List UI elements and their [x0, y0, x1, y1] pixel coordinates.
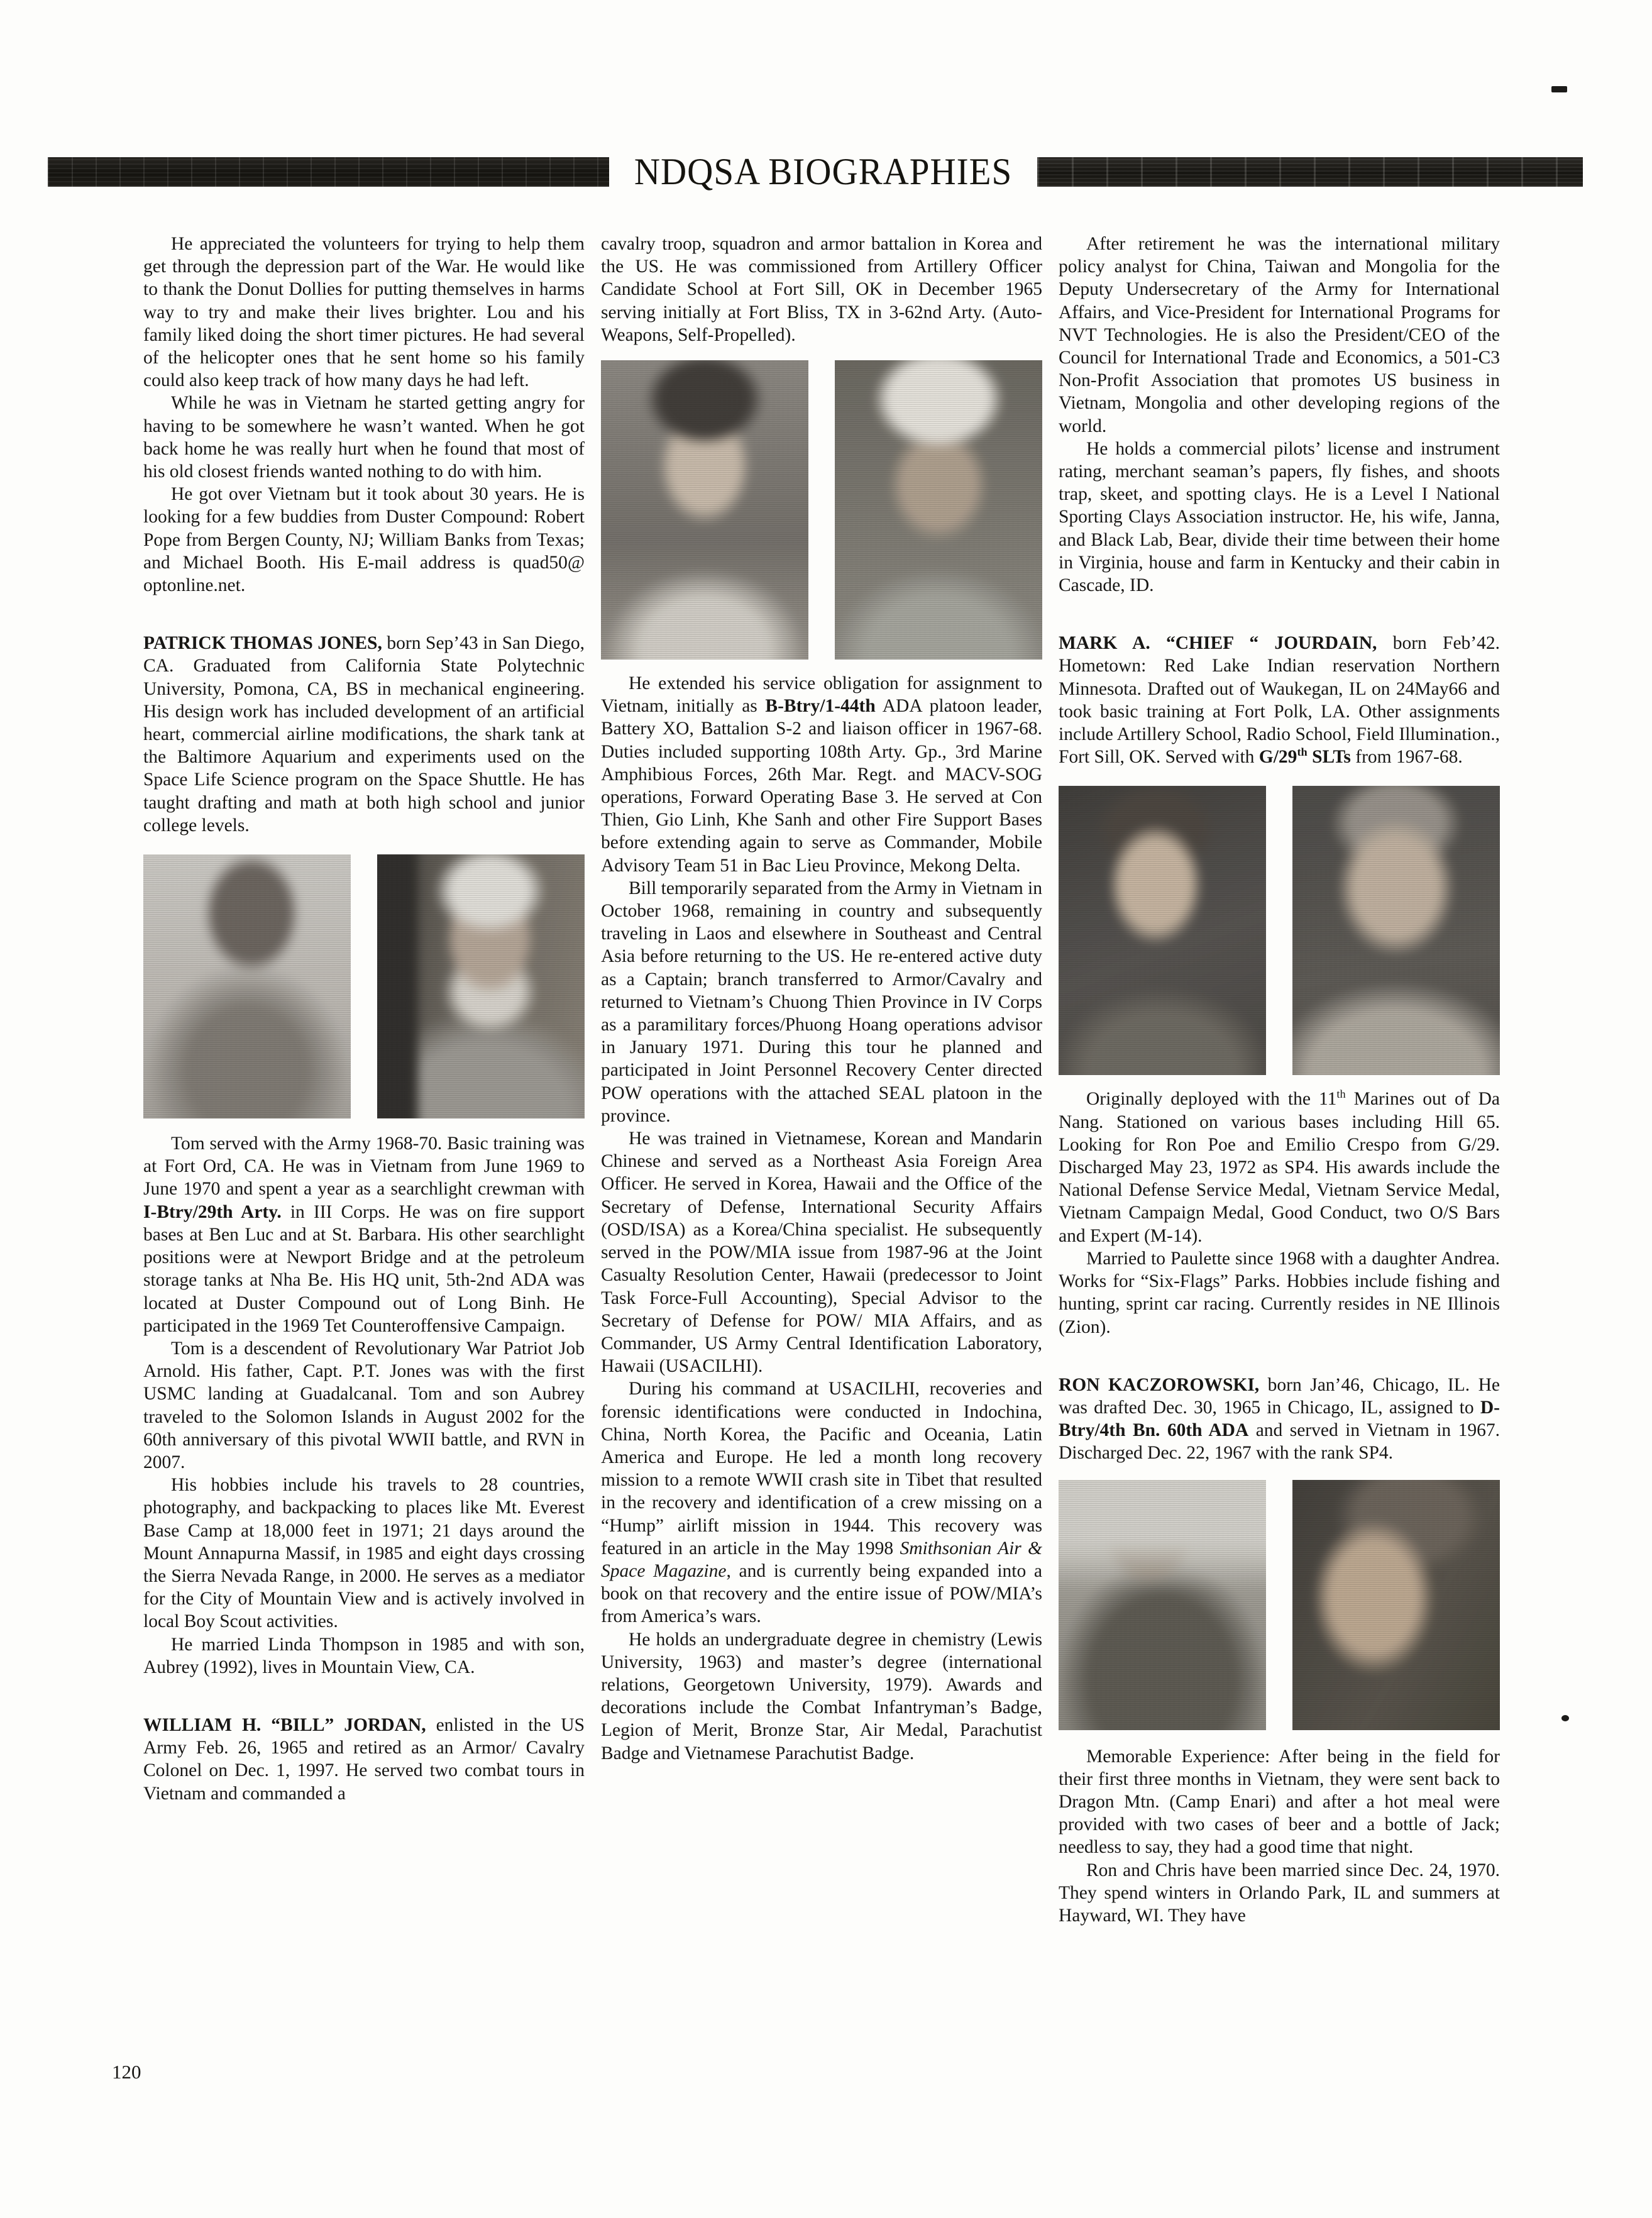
- paragraph: After retirement he was the international military policy analyst for China, Taiwan and Mongolia for the Deputy Undersecretary of the Army for International Affairs, and Vice-President for International Programs for NVT Technologies. He is also the President/CEO of the Council for International Trade and Economics, a 501-C3 Non-Profit Association that promotes US business in Vietnam, Mongolia and other developing regions of the world.: [1059, 234, 1500, 436]
- page-header: [0, 0, 1652, 207]
- paragraph-continuation: cavalry troop, squadron and armor battalion in Korea and the US. He was commissioned from Artillery Officer Candidate School at Fort Sill, OK in December 1965 serving initially at Fort Bliss, TX in 3-62nd Arty. (Auto-Weapons, Self-Propelled).: [601, 234, 1042, 345]
- paragraph: While he was in Vietnam he started getting angry for having to be somewhere he wasn’t wanted. When he got back home he was really hurt when he found that most of his old closest friends wanted nothing to do with him.: [143, 393, 585, 482]
- photo-patrick-jones-service: [143, 854, 351, 1118]
- photo-patrick-jones-recent: [377, 854, 585, 1118]
- paragraph: Ron and Chris have been married since Dec. 24, 1970. They spend winters in Orlando Park, IL and summers at Hayward, WI. They have: [1059, 1860, 1500, 1926]
- bio-heading-william-bill-jordan: WILLIAM H. “BILL” JORDAN, enlisted in the US Army Feb. 26, 1965 and retired as an Armor/ Cavalry Colonel on Dec. 1, 1997. He served two combat tours in Vietnam and commanded a: [143, 1714, 585, 1804]
- paragraph: He appreciated the volunteers for trying to help them get through the depression part of the War. He would like to thank the Donut Dollies for putting themselves in harms way to try and make their lives brighter. Lou and his family liked doing the short timer pictures. He had several of the helicopter ones that he sent home so his family could also keep track of how many days he had left.: [143, 234, 585, 391]
- paragraph: Married to Paulette since 1968 with a daughter Andrea. Works for “Six-Flags” Parks. Hobbies include fishing and hunting, sprint car racing. Currently resides in NE Illinois (Zion).: [1059, 1248, 1500, 1337]
- page-number: 120: [112, 2061, 141, 2083]
- photo-row: [143, 854, 585, 1118]
- photo-bill-jordan-service: [601, 360, 808, 659]
- photo-mark-jourdain-service: [1059, 786, 1266, 1075]
- bio-heading-ron-kaczorowski: RON KACZOROWSKI, born Jan’46, Chicago, IL. He was drafted Dec. 30, 1965 in Chicago, IL, assigned to D-Btry/4th Bn. 60th ADA and served in Vietnam in 1967. Discharged Dec. 22, 1967 with the rank SP4.: [1059, 1374, 1500, 1464]
- paragraph: His hobbies include his travels to 28 countries, photography, and backpacking to places like Mt. Everest Base Camp at 18,000 feet in 1971; 21 days around the Mount Annapurna Massif, in 1985 and eight days crossing the Sierra Nevada Range, in 2000. He serves as a mediator for the City of Mountain View and is actively involved in local Boy Scout activities.: [143, 1475, 585, 1632]
- photo-ron-kaczorowski-service: [1059, 1480, 1266, 1730]
- paragraph: He holds a commercial pilots’ license and instrument rating, merchant seaman’s papers, fly fishes, and shoots trap, skeet, and spotting clays. He is a Level I National Sporting Clays Association instructor. He, his wife, Janna, and Black Lab, Bear, divide their time between their home in Virginia, house and farm in Kentucky and their cabin in Cascade, ID.: [1059, 438, 1500, 596]
- column-left: [143, 233, 585, 1805]
- photo-bill-jordan-recent: [835, 360, 1042, 659]
- photo-ron-kaczorowski-recent: [1292, 1480, 1500, 1730]
- paragraph: Memorable Experience: After being in the field for their first three months in Vietnam, they were sent back to Dragon Mtn. (Camp Enari) and after a hot meal were provided with two cases of beer and a bottle of Jack; needless to say, they had a good time that night.: [1059, 1746, 1500, 1858]
- paragraph: Tom served with the Army 1968-70. Basic training was at Fort Ord, CA. He was in Vietnam from June 1969 to June 1970 and spent a year as a searchlight crewman with I-Btry/29th Arty. in III Corps. He was on fire support bases at Ben Luc and at St. Barbara. His other searchlight positions were at Newport Bridge and at the petroleum storage tanks at Nha Be. His HQ unit, 5th-2nd ADA was located at Duster Compound out of Long Binh. He participated in the 1969 Tet Counteroffensive Campaign.: [143, 1134, 585, 1336]
- paragraph: During his command at USACILHI, recoveries and forensic identifications were conducted in Indochina, China, North Korea, the Pacific and Oceania, Latin America and Europe. He led a month long recovery mission to a remote WWII crash site in Tibet that resulted in the recovery and identification of a crew missing on a “Hump” airlift mission in 1944. This recovery was featured in an article in the May 1998 Smithsonian Air & Space Magazine, and is currently being expanded into a book on that recovery and the entire issue of POW/MIA’s from America’s wars.: [601, 1379, 1043, 1627]
- paragraph: Tom is a descendent of Revolutionary War Patriot Job Arnold. His father, Capt. P.T. Jones was with the first USMC landing at Guadalcanal. Tom and son Aubrey traveled to the Solomon Islands in August 2002 for the 60th anniversary of this pivotal WWII battle, and RVN in 2007.: [143, 1338, 585, 1472]
- header-bar-right: [1037, 157, 1583, 187]
- column-middle: [601, 233, 1042, 1765]
- bio-heading-mark-chief-jourdain: MARK A. “CHIEF “ JOURDAIN, born Feb’42. Hometown: Red Lake Indian reservation Northern Minnesota. Drafted out of Waukegan, IL on 24May66 and took basic training at Fort Polk, LA. Other assignments include Artillery School, Radio School, Field Illumination., Fort Sill, OK. Served with G/29th SLTs from 1967-68.: [1059, 633, 1500, 768]
- photo-row: [1059, 786, 1500, 1075]
- paragraph: He was trained in Vietnamese, Korean and Mandarin Chinese and served as a Northeast Asia Foreign Area Officer. He served in Korea, Hawaii and the Office of the Secretary of Defense, International Security Affairs (OSD/ISA) as a Korea/China specialist. He subsequently served in the POW/MIA issue from 1987-96 at the Joint Casualty Resolution Center, Hawaii (predecessor to Joint Task Force-Full Accounting), Special Advisor to the Secretary of Defense for POW/ MIA Affairs, and as Commander, US Army Central Identification Laboratory, Hawaii (USACILHI).: [601, 1128, 1042, 1377]
- paragraph: He got over Vietnam but it took about 30 years. He is looking for a few buddies from Duster Compound: Robert Pope from Bergen County, NJ; William Banks from Texas; and Michael Booth. His E-mail address is quad50@ optonline.net.: [143, 484, 585, 596]
- photo-row: [1059, 1480, 1500, 1730]
- paragraph: He married Linda Thompson in 1985 and with son, Aubrey (1992), lives in Mountain View, CA.: [143, 1634, 585, 1677]
- bio-heading-patrick-thomas-jones: PATRICK THOMAS JONES, born Sep’43 in San Diego, CA. Graduated from California State Polytechnic University, Pomona, CA, BS in mechanical engineering. His design work has included development of an artificial heart, commercial airline modifications, the shark tank at the Baltimore Aquarium and experiments used on the Space Life Science program on the Space Shuttle. He has taught drafting and math at both high school and junior college levels.: [143, 633, 585, 836]
- column-right: [1059, 233, 1500, 1927]
- paragraph: Originally deployed with the 11th Marines out of Da Nang. Stationed on various bases including Hill 65. Looking for Ron Poe and Emilio Crespo from G/29. Discharged May 23, 1972 as SP4. His awards include the National Defense Service Medal, Vietnam Service Medal, Vietnam Campaign Medal, Good Conduct, two O/S Bars and Expert (M-14).: [1059, 1088, 1500, 1246]
- photo-mark-jourdain-recent: [1292, 786, 1500, 1075]
- paragraph: He extended his service obligation for assignment to Vietnam, initially as B-Btry/1-44th ADA platoon leader, Battery XO, Battalion S-2 and liaison officer in 1967-68. Duties included supporting 108th Arty. Gp., 3rd Marine Amphibious Forces, 26th Mar. Regt. and MACV-SOG operations, Forward Operating Base 3. He served at Con Thien, Gio Linh, Khe Sanh and other Fire Support Bases before extending again to serve as Commander, Mobile Advisory Team 51 in Bac Lieu Province, Mekong Delta.: [601, 673, 1043, 876]
- photo-row: [601, 360, 1042, 659]
- paragraph: He holds an undergraduate degree in chemistry (Lewis University, 1963) and master’s degree (international relations, Georgetown University, 1979). Awards and decorations include the Combat Infantryman’s Badge, Legion of Merit, Bronze Star, Air Medal, Parachutist Badge and Vietnamese Parachutist Badge.: [601, 1629, 1042, 1763]
- page-title: NDQSA BIOGRAPHIES: [634, 150, 1013, 193]
- scan-artifact-dot: [1561, 1715, 1569, 1721]
- scan-artifact-dash: [1551, 86, 1567, 92]
- paragraph: Bill temporarily separated from the Army in Vietnam in October 1968, remaining in country and subsequently traveling in Laos and elsewhere in Southeast and Central Asia before returning to the US. He re-entered active duty as a Captain; branch transferred to Armor/Cavalry and returned to Vietnam’s Chuong Thien Province in IV Corps as a paramilitary forces/Phuong Hoang operations advisor in January 1971. During this tour he planned and participated in Joint Personnel Recovery Center directed POW operations with the attached SEAL platoon in the province.: [601, 878, 1043, 1126]
- header-bar-left: [48, 157, 609, 187]
